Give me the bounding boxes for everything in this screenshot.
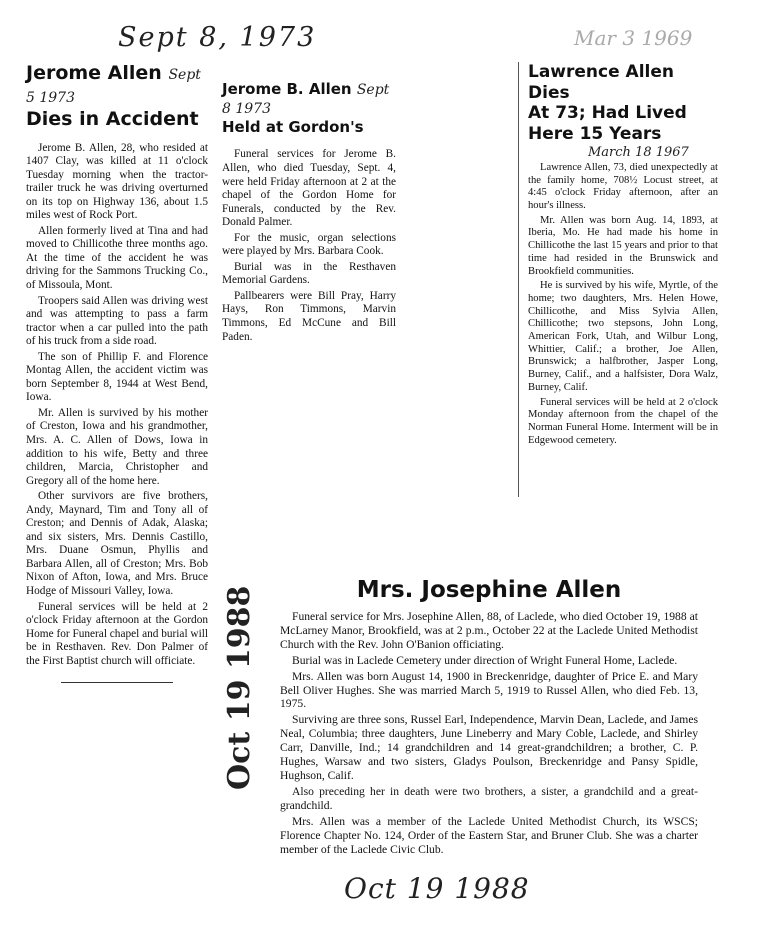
article-headline <box>528 62 718 145</box>
divider <box>61 682 174 683</box>
article-paragraph: Mr. Allen was born Aug. 14, 1893, at Iberia, Mo. He had made his home in Chillicothe the last 15 years and prior to that time had resided in the Brunswick and Brookfield communities. <box>528 214 718 277</box>
article-paragraph: The son of Phillip F. and Florence Montag Allen, the accident victim was born September 8, 1944 at West Bend, Iowa. <box>26 350 208 404</box>
article-josephine-allen <box>280 576 698 858</box>
article-paragraph: Burial was in Laclede Cemetery under direction of Wright Funeral Home, Laclede. <box>292 653 678 667</box>
headline-line: Jerome Allen Sept 5 1973 <box>26 62 201 107</box>
handwritten-date-vertical: Oct 19 1988 <box>222 585 257 790</box>
handwritten-date-bottom: Oct 19 1988 <box>344 872 530 905</box>
article-lawrence-allen <box>528 62 718 449</box>
article-paragraph: Mrs. Allen was born August 14, 1900 in Breckenridge, daughter of Price E. and Mary Bell Oliver Hughes. She was married March 5, 1919 to Russel Allen, who died Feb. 13, 1975. <box>280 669 698 711</box>
article-paragraph: Funeral services will be held at 2 o'clock Friday afternoon at the Gordon Home for Funeral chapel and burial will be in Resthaven. Rev. Don Palmer of the First Baptist church will officiate. <box>26 600 208 667</box>
article-paragraph: Funeral services for Jerome B. Allen, who died Tuesday, Sept. 4, were held Friday afternoon at 2 at the chapel of the Gordon Home for Funerals, conducted by the Rev. Donald Palmer. <box>222 148 396 229</box>
headline-line: At 73; Had Lived <box>528 103 687 124</box>
article-paragraph: Funeral service for Mrs. Josephine Allen, 88, of Laclede, who died October 19, 1988 at McLarney Manor, Brookfield, was at 2 p.m., October 22 at the Laclede United Methodist Church with the Rev. John O'Banion officiating. <box>280 610 698 651</box>
handwritten-date-top-right: Mar 3 1969 <box>574 26 693 50</box>
article-headline <box>222 80 396 136</box>
article-paragraph: Funeral services will be held at 2 o'clock Monday afternoon from the chapel of the Norman Funeral Home. Interment will be in Edgewood cemetery. <box>528 396 718 446</box>
article-paragraph: Also preceding her in death were two brothers, a sister, a grandchild and a great-grandchild. <box>280 784 698 812</box>
article-paragraph: Other survivors are five brothers, Andy, Maynard, Tim and Tony all of Creston; and Dennis of Adak, Alaska; and six sisters, Mrs. Dennis Castillo, Mrs. Duane Osmun, Phyllis and Barbara Allen, all of Creston; Mrs. Bob Nixon of Afton, Iowa, and Mrs. Bruce Hodge of Missouri Valley, Iowa. <box>26 490 208 598</box>
article-paragraph: Troopers said Allen was driving west and was attempting to pass a farm tractor when a car pulled into the path of his truck from a side road. <box>26 294 208 348</box>
article-paragraph: Mrs. Allen was a member of the Laclede United Methodist Church, its WSCS; Florence Chapter No. 124, Order of the Eastern Star, and Bruner Club. She was a charter member of the Laclede Civic Club. <box>280 814 698 856</box>
article-paragraph: Jerome B. Allen, 28, who resided at 1407 Clay, was killed at 11 o'clock Tuesday morning when the tractor-trailer truck he was driving overturned on its top on Highway 136, about 1.5 miles west of Rock Port. <box>26 141 208 222</box>
article-jerome-allen-funeral <box>222 80 396 346</box>
article-paragraph: Surviving are three sons, Russel Earl, Independence, Marvin Dean, Laclede, and James Neal, Columbia; three daughters, June Lineberry and Mary Coble, Laclede, and Shirley Carr, Danville, Ind.; 14 grandchildren and 14 great-grandchildren; a brother, C. P. Hughes, Warsaw and two sisters, Gladys Poulson, Breckenridge and Pansy Spidle, Hughson, Calif. <box>280 713 698 783</box>
headline-line: Held at Gordon's <box>222 118 364 137</box>
headline-line: Here 15 Years <box>528 124 662 145</box>
article-paragraph: Pallbearers were Bill Pray, Harry Hays, Ron Timmons, Marvin Timmons, Ed McCune and Bill Paden. <box>222 289 396 343</box>
article-headline: Mrs. Josephine Allen <box>356 577 622 603</box>
handwritten-note: Sept 8 1973 <box>222 82 390 118</box>
article-paragraph: Allen formerly lived at Tina and had moved to Chillicothe three months ago. At the time of the accident he was driving for the Sammons Trucking Co., of Missoula, Mont. <box>26 224 208 291</box>
handwritten-note: March 18 1967 <box>588 144 689 160</box>
article-headline <box>26 62 208 132</box>
article-paragraph: Mr. Allen is survived by his mother of Creston, Iowa and his grandmother, Mrs. A. C. Allen of Dows, Iowa in addition to his wife, Betty and three children, Marcia, Christopher and Gregory all of the home here. <box>26 406 208 487</box>
headline-line: Jerome B. Allen Sept 8 1973 <box>222 80 390 118</box>
article-paragraph: For the music, organ selections were played by Mrs. Barbara Cook. <box>222 231 396 258</box>
headline-line: Lawrence Allen Dies <box>528 62 674 103</box>
article-paragraph: Burial was in the Resthaven Memorial Gardens. <box>222 260 396 287</box>
article-jerome-allen-accident <box>26 62 208 683</box>
article-paragraph: Lawrence Allen, 73, died unexpectedly at the family home, 708½ Locust street, at 4:45 o'clock Friday afternoon, after an hour's illness. <box>528 161 718 212</box>
clipping-edge <box>518 62 519 497</box>
article-paragraph: He is survived by his wife, Myrtle, of the home; two daughters, Mrs. Helen Howe, Chillicothe, and Miss Sylvia Allen, Chillicothe; two stepsons, John Long, American Fork, Utah, and Wilbur Long, Whittier, Calif.; a brother, Joe Allen, Brunswick; a halfbrother, Jasper Long, Burney, Calif., and a halfsister, Dora Walz, Burney, Calif. <box>528 280 718 393</box>
headline-line: Dies in Accident <box>26 108 199 131</box>
handwritten-date-top: Sept 8, 1973 <box>118 22 317 53</box>
handwritten-note: Sept 5 1973 <box>26 67 201 107</box>
